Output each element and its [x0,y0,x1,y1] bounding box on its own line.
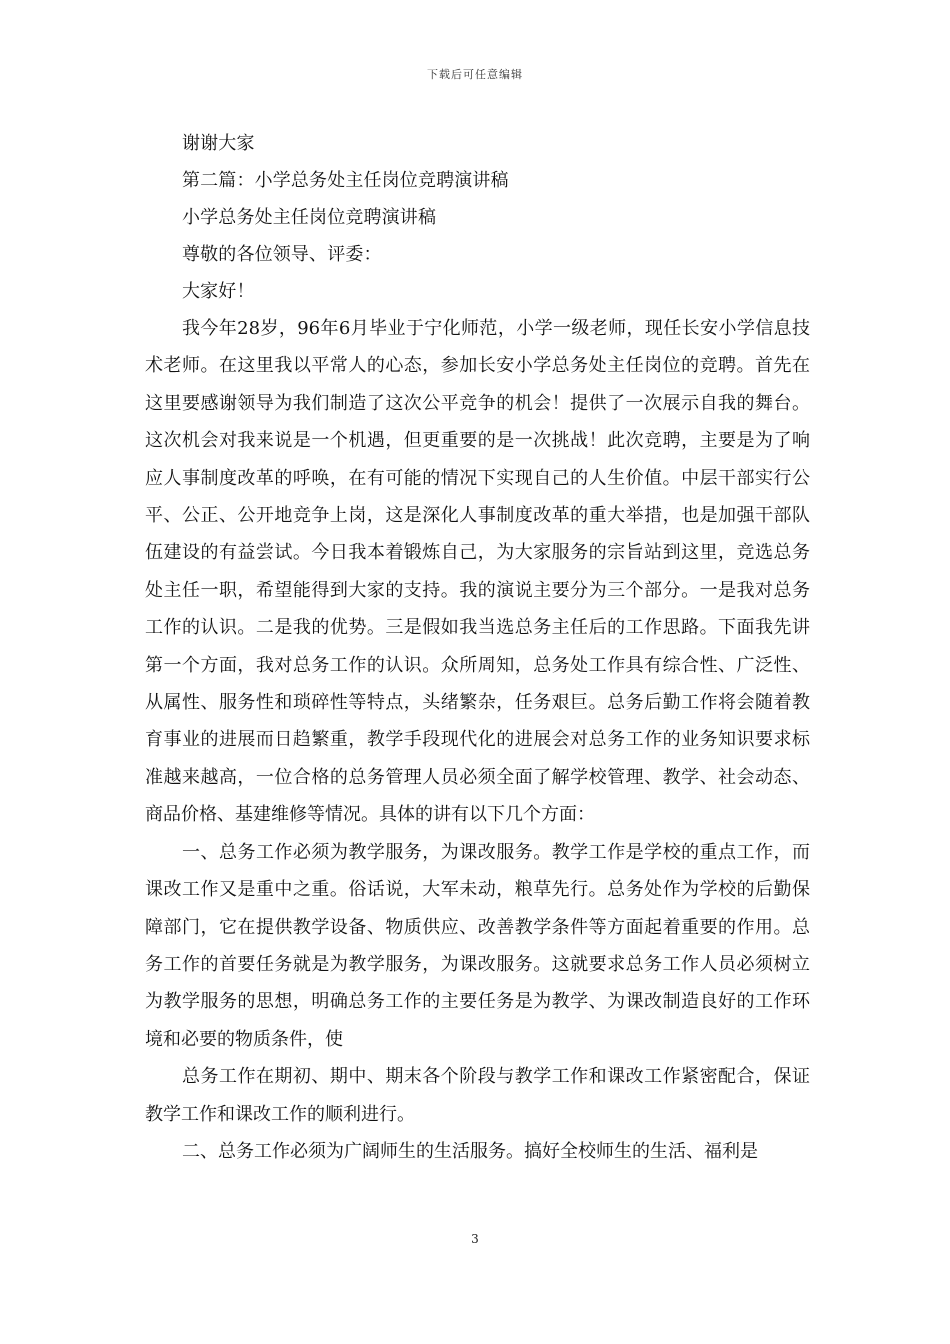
paragraph-point-one: 一、总务工作必须为教学服务，为课改服务。教学工作是学校的重点工作，而课改工作又是重中之重。俗话说，大军未动，粮草先行。总务处作为学校的后勤保障部门，它在提供教学设备、物质供应、改善教学条件等方面起着重要的作用。总务工作的首要任务就是为教学服务，为课改服务。这就要求总务工作人员必须树立为教学服务的思想，明确总务工作的主要任务是为教学、为课改制造良好的工作环境和必要的物质条件，使 [145,841,810,1050]
paragraph-point-one-continued: 总务工作在期初、期中、期末各个阶段与教学工作和课改工作紧密配合，保证教学工作和课改工作的顺利进行。 [145,1066,810,1125]
section-heading: 第二篇：小学总务处主任岗位竞聘演讲稿 [182,170,509,191]
speech-title: 小学总务处主任岗位竞聘演讲稿 [182,207,437,228]
salutation: 尊敬的各位领导、评委： [182,244,382,265]
page-number: 3 [471,1232,479,1246]
closing-thanks: 谢谢大家 [182,133,255,154]
paragraph-intro: 我今年28岁，96年6月毕业于宁化师范，小学一级老师，现任长安小学信息技术老师。在这里我以平常人的心态，参加长安小学总务处主任岗位的竞聘。首先在这里要感谢领导为我们制造了这次公平竞争的机会！提供了一次展示自我的舞台。这次机会对我来说是一个机遇，但更重要的是一次挑战！此次竞聘，主要是为了响应人事制度改革的呼唤，在有可能的情况下实现自己的人生价值。中层干部实行公平、公正、公开地竞争上岗，这是深化人事制度改革的重大举措，也是加强干部队伍建设的有益尝试。今日我本着锻炼自己，为大家服务的宗旨站到这里，竞选总务处主任一职，希望能得到大家的支持。我的演说主要分为三个部分。一是我对总务工作的认识。二是我的优势。三是假如我当选总务主任后的工作思路。下面我先讲第一个方面，我对总务工作的认识。众所周知，总务处工作具有综合性、广泛性、从属性、服务性和琐碎性等特点，头绪繁杂，任务艰巨。总务后勤工作将会随着教育事业的进展而日趋繁重，教学手段现代化的进展会对总务工作的业务知识要求标准越来越高，一位合格的总务管理人员必须全面了解学校管理、教学、社会动态、商品价格、基建维修等情况。具体的讲有以下几个方面： [145,318,810,826]
page-header-note: 下载后可任意编辑 [427,68,523,81]
document-body [145,125,810,1170]
paragraph-point-two: 二、总务工作必须为广阔师生的生活服务。搞好全校师生的生活、福利是 [182,1140,758,1162]
greeting: 大家好！ [182,281,255,302]
